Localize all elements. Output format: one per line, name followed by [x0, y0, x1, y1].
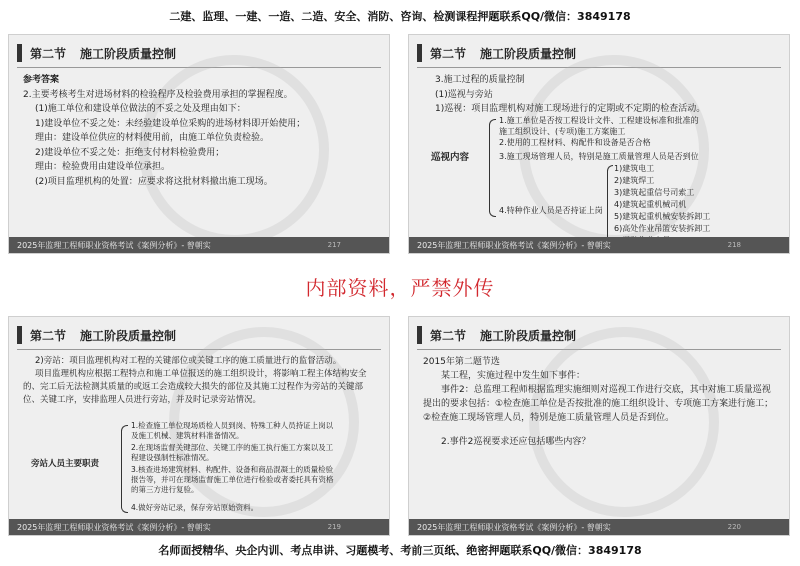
- slide-217: [8, 34, 390, 254]
- slide-body: [423, 355, 779, 449]
- text-line: 2)旁站：项目监理机构对工程的关键部位或关键工序的施工质量进行的监督活动。: [35, 356, 342, 366]
- text-paragraph: 事件2：总监理工程师根据监理实施细则对巡视工作进行交底，其中对施工质量巡视提出的要求包括：①检查施工单位是否按批准的施工组织设计、专项施工方案进行施工；②检查施工现场管理人员，特别是施工质量管理人员是否到位。: [423, 385, 774, 423]
- tree-item: 3.施工现场管理人员，特别是施工质量管理人员是否到位: [499, 152, 699, 161]
- page-number: 218: [727, 241, 741, 249]
- text-line: 2)建设单位不妥之处：拒绝支付材料检验费用；: [35, 147, 225, 158]
- bottom-banner: 名师面授精华、央企内训、考点串讲、习题模考、考前三页纸、绝密押题联系QQ/微信：3849178: [158, 544, 642, 557]
- sub-heading: (1)巡视与旁站: [435, 89, 493, 100]
- confidential-notice: 内部资料，严禁外传: [305, 276, 495, 300]
- slide-footer: [9, 237, 389, 253]
- tree-brace: [121, 425, 128, 513]
- tree-item: 2.使用的工程材料、构配件和设备是否合格: [499, 138, 651, 147]
- section-label: 第二节: [30, 328, 67, 343]
- tree-brace: [489, 119, 496, 217]
- page-number: 220: [727, 523, 741, 531]
- sub-item: 2)建筑焊工: [614, 176, 655, 185]
- section-label: 第二节: [30, 46, 67, 61]
- tree-item: 4.特种作业人员是否持证上岗: [499, 206, 603, 215]
- slide-218: [408, 34, 790, 254]
- tree-item: 3.核查进场建筑材料、构配件、设备和商品混凝土的质量检验报告等，并可在现场监督施工单位进行检验或者委托具有资格的第三方进行复验。: [131, 465, 334, 494]
- sub-item: 6)高处作业吊篮安装拆卸工: [614, 224, 711, 233]
- sub-item: 1)建筑电工: [614, 164, 655, 173]
- text-line: (2)项目监理机构的处置：应要求将这批材料撤出施工现场。: [35, 176, 273, 187]
- slide-title: 施工阶段质量控制: [480, 46, 577, 61]
- section-label: 第二节: [430, 46, 467, 61]
- footer-text: 2025年监理工程师职业资格考试《案例分析》- 曾朝实: [17, 240, 211, 250]
- exam-heading: 2015年第二题节选: [423, 357, 500, 367]
- text-line: 理由：建设单位供应的材料使用前，由施工单位负责检验。: [35, 133, 270, 143]
- top-banner: 二建、监理、一建、一造、二造、安全、消防、咨询、检测课程押题联系QQ/微信：3849178: [169, 10, 631, 23]
- text-line: 2.主要考核考生对进场材料的检验程序及检验费用承担的掌握程度。: [23, 89, 293, 100]
- slide-body: [423, 73, 779, 117]
- text-line: 理由：检验费用由建设单位承担。: [35, 162, 171, 172]
- slide-body: [23, 355, 379, 407]
- footer-text: 2025年监理工程师职业资格考试《案例分析》- 曾朝实: [17, 522, 211, 532]
- page-number: 219: [327, 523, 341, 531]
- question: 2.事件2巡视要求还应包括哪些内容？: [441, 437, 591, 447]
- text-line: (1)施工单位和建设单位做法的不妥之处及理由如下：: [35, 104, 246, 114]
- header-bar: [417, 44, 422, 62]
- sub-item: 4)建筑起重机械司机: [614, 200, 687, 209]
- header-bar: [417, 326, 422, 344]
- answer-heading: 参考答案: [23, 75, 60, 85]
- text-line: 某工程，实施过程中发生如下事件：: [441, 371, 586, 381]
- tree-item: 2.在现场监督关键部位、关键工序的施工执行施工方案以及工程建设强制性标准情况。: [131, 443, 334, 462]
- tree-item: 1.检查施工单位现场质检人员到岗、特殊工种人员持证上岗以及施工机械、建筑材料准备情况。: [131, 421, 334, 440]
- text-line: 1)建设单位不妥之处：未经验建设单位采购的进场材料即开始使用；: [35, 118, 306, 129]
- slide-title: 施工阶段质量控制: [80, 328, 177, 343]
- sub-item: 3)建筑起重信号司索工: [614, 188, 695, 197]
- text-paragraph: 项目监理机构应根据工程特点和施工单位报送的施工组织设计，将影响工程主体结构安全的、完工后无法检测其质量的或返工会造成较大损失的部位及其施工过程作为旁站的关键部位、关键工序，安排监理人员进行旁站，并及时记录旁站情况。: [23, 369, 367, 405]
- slide-220: [408, 316, 790, 536]
- intro-text: 1)巡视：项目监理机构对施工现场进行的定期或不定期的检查活动。: [435, 104, 706, 114]
- tree-item: 1.施工单位是否按工程设计文件、工程建设标准和批准的施工组织设计、(专项)施工方案施工: [499, 116, 699, 136]
- slide-title: 施工阶段质量控制: [80, 46, 177, 61]
- slide-title: 施工阶段质量控制: [480, 328, 577, 343]
- footer-text: 2025年监理工程师职业资格考试《案例分析》- 曾朝实: [417, 522, 611, 532]
- tree-label: 旁站人员主要职责: [31, 459, 100, 469]
- tree-label: 巡视内容: [431, 152, 470, 163]
- duty-tree: [121, 421, 341, 517]
- sub-heading: 3.施工过程的质量控制: [435, 75, 525, 85]
- header-bar: [17, 44, 22, 62]
- slide-footer: [409, 519, 789, 535]
- patrol-tree: [489, 115, 779, 233]
- slide-footer: [409, 237, 789, 253]
- sub-item: 5)建筑起重机械安装拆卸工: [614, 212, 711, 221]
- section-label: 第二节: [430, 328, 467, 343]
- header-bar: [17, 326, 22, 344]
- slide-219: [8, 316, 390, 536]
- slide-body: [23, 73, 379, 189]
- footer-text: 2025年监理工程师职业资格考试《案例分析》- 曾朝实: [417, 240, 611, 250]
- slide-footer: [9, 519, 389, 535]
- tree-item: 4.做好旁站记录，保存旁站原始资料。: [131, 503, 259, 512]
- page-number: 217: [327, 241, 341, 249]
